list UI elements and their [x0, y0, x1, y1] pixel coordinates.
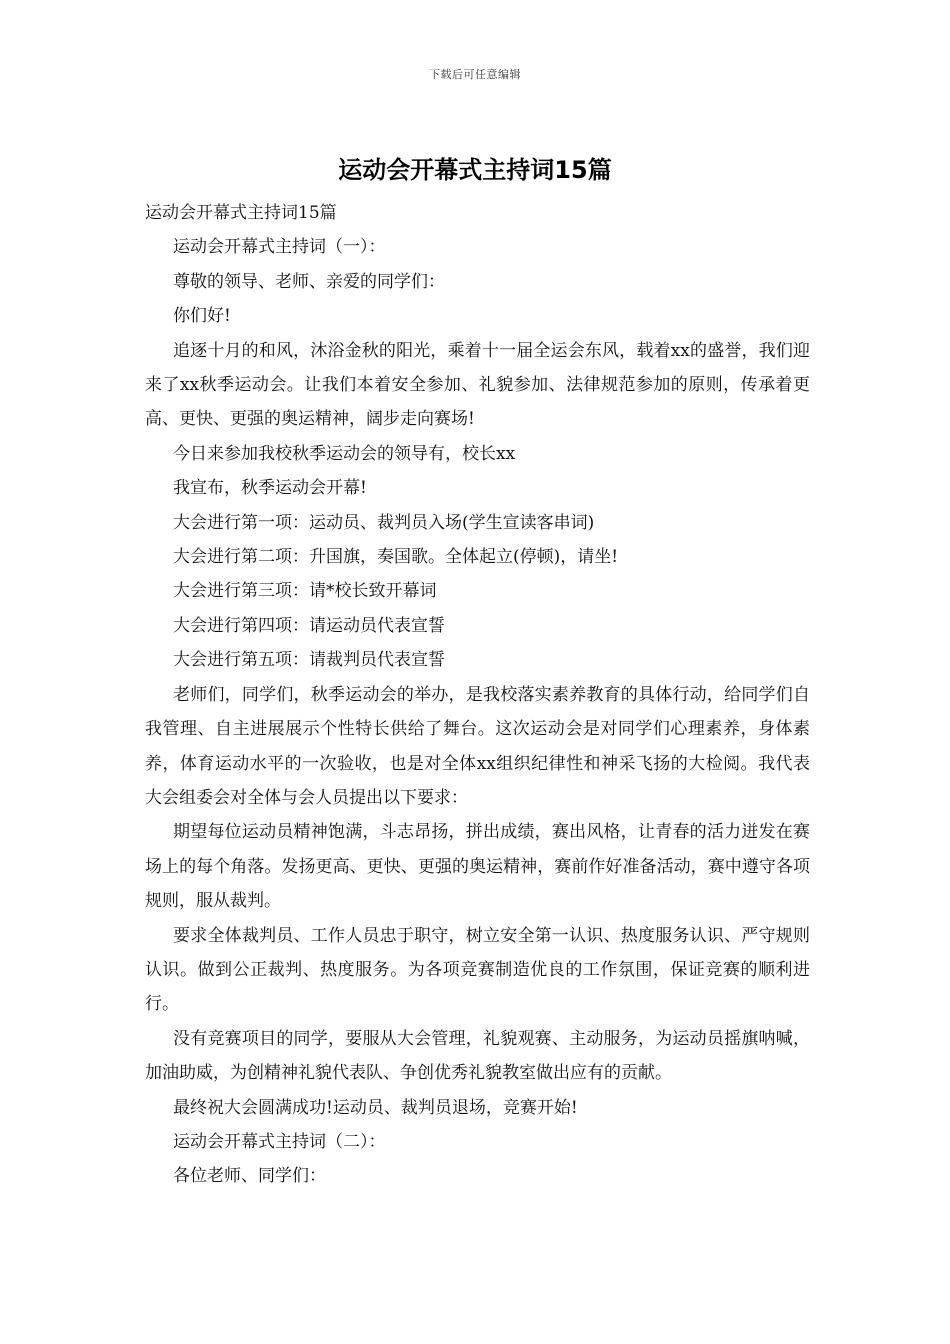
paragraph: 今日来参加我校秋季运动会的领导有，校长xx [173, 443, 516, 464]
paragraph: 你们好! [173, 306, 231, 327]
paragraph: 大会进行第二项：升国旗，奏国歌。全体起立(停顿)，请坐! [173, 547, 619, 568]
paragraph: 运动会开幕式主持词15篇 [145, 203, 337, 223]
document-title: 运动会开幕式主持词15篇 [338, 156, 612, 184]
paragraph: 追逐十月的和风，沐浴金秋的阳光，乘着十一届全运会东风，载着xx的盛誉，我们迎来了xx秋季运动会。让我们本着安全参加、礼貌参加、法律规范参加的原则，传承着更高、更快、更强的奥运精神，阔步走向赛场! [145, 340, 810, 430]
paragraph: 大会进行第五项：请裁判员代表宣誓 [173, 650, 445, 671]
paragraph: 老师们，同学们，秋季运动会的举办，是我校落实素养教育的具体行动，给同学们自我管理、自主进展展示个性特长供给了舞台。这次运动会是对同学们心理素养，身体素养，体育运动水平的一次验收，也是对全体xx组织纪律性和神采飞扬的大检阅。我代表大会组委会对全体与会人员提出以下要求： [145, 684, 810, 808]
document-body [145, 196, 810, 1194]
paragraph: 运动会开幕式主持词（一）： [173, 237, 386, 258]
paragraph: 期望每位运动员精神饱满，斗志昂扬，拼出成绩，赛出风格，让青春的活力迸发在赛场上的每个角落。发扬更高、更快、更强的奥运精神，赛前作好准备活动，赛中遵守各项规则，服从裁判。 [145, 822, 810, 912]
paragraph: 要求全体裁判员、工作人员忠于职守，树立安全第一认识、热度服务认识、严守规则认识。做到公正裁判、热度服务。为各项竞赛制造优良的工作氛围，保证竞赛的顺利进行。 [145, 925, 810, 1015]
paragraph: 大会进行第一项：运动员、裁判员入场(学生宣读客串词) [173, 512, 595, 533]
paragraph: 大会进行第三项：请*校长致开幕词 [173, 581, 437, 602]
paragraph: 我宣布，秋季运动会开幕! [173, 478, 367, 499]
paragraph: 没有竞赛项目的同学，要服从大会管理，礼貌观赛、主动服务，为运动员摇旗呐喊，加油助威，为创精神礼貌代表队、争创优秀礼貌教室做出应有的贡献。 [145, 1028, 810, 1084]
paragraph: 各位老师、同学们： [173, 1166, 326, 1187]
header-note: 下载后可任意编辑 [429, 68, 521, 81]
paragraph: 尊敬的领导、老师、亲爱的同学们： [173, 271, 445, 292]
paragraph: 运动会开幕式主持词（二）： [173, 1131, 386, 1152]
paragraph: 最终祝大会圆满成功!运动员、裁判员退场，竞赛开始! [173, 1097, 578, 1118]
paragraph: 大会进行第四项：请运动员代表宣誓 [173, 615, 445, 636]
